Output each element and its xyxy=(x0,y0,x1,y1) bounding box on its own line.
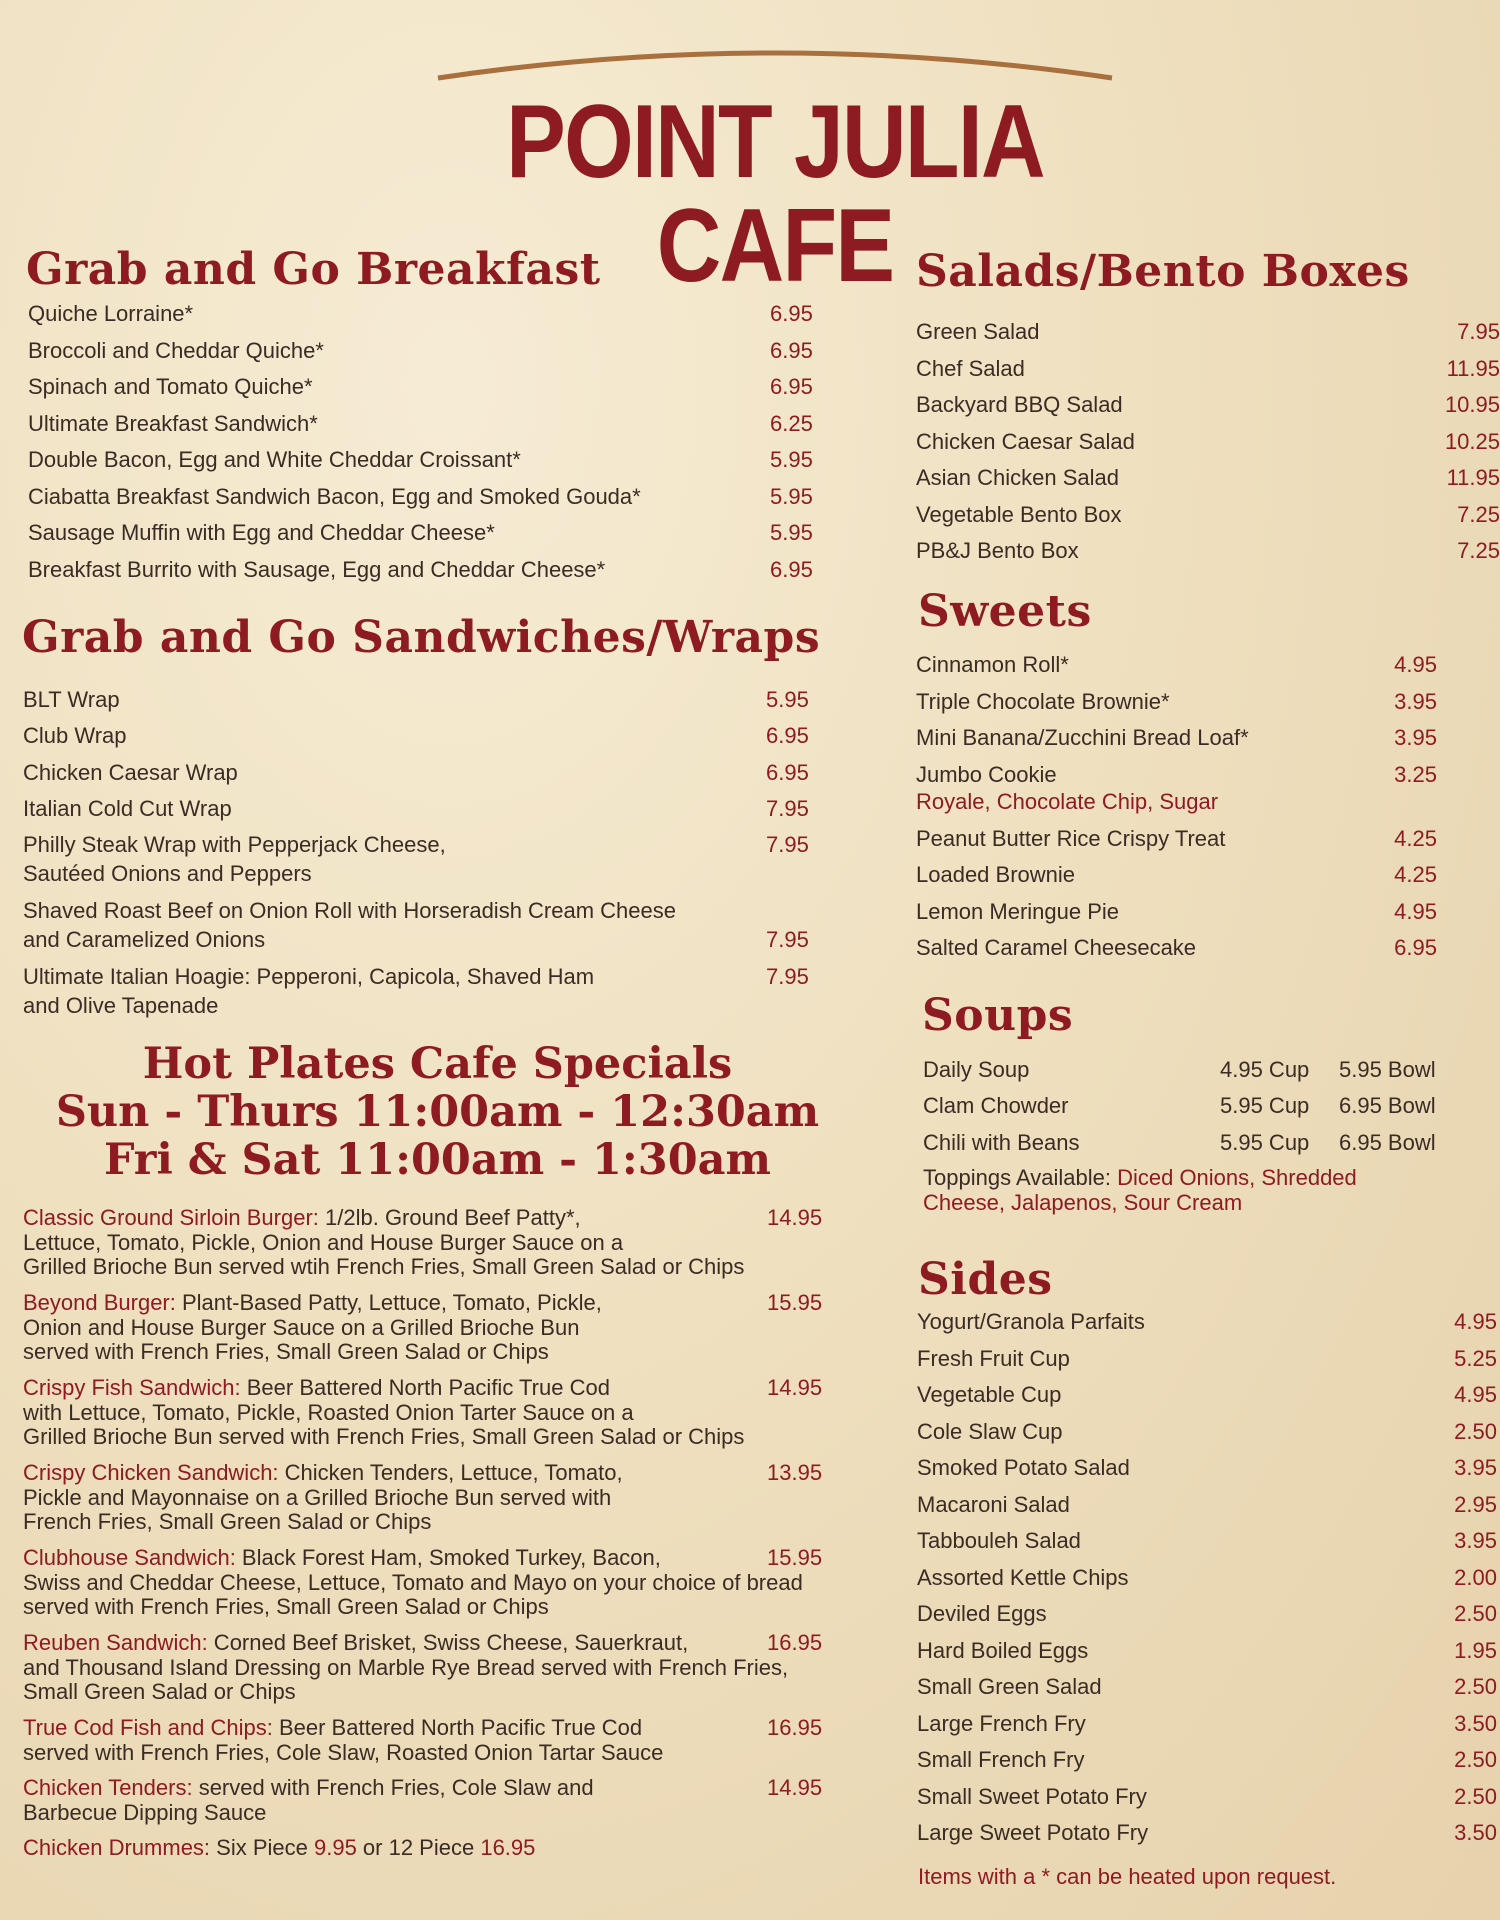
hot-plate-name: Beyond Burger: xyxy=(23,1290,176,1315)
sides-item-name: Yogurt/Granola Parfaits xyxy=(917,1309,1145,1334)
drummies-price-twelve: 16.95 xyxy=(480,1835,536,1860)
sides-item-price: 3.50 xyxy=(1454,1710,1497,1736)
hot-plate-description: served with French Fries, Small Green Salad or Chips xyxy=(23,1339,549,1364)
hot-plate-name: Clubhouse Sandwich: xyxy=(23,1545,236,1570)
cafe-logo xyxy=(430,38,1120,304)
hot-plate-description: Black Forest Ham, Smoked Turkey, Bacon, xyxy=(235,1545,661,1570)
breakfast-item-price: 5.95 xyxy=(770,484,813,509)
salads-item-name: Vegetable Bento Box xyxy=(916,502,1122,527)
breakfast-item-price: 6.95 xyxy=(770,338,813,363)
hot-plate-line-1 xyxy=(23,1631,883,1656)
sweets-item-price: 4.25 xyxy=(1394,826,1437,851)
sides-item-price: 2.50 xyxy=(1454,1783,1497,1809)
hot-plate-price: 16.95 xyxy=(767,1630,823,1655)
sweets-item-name: Loaded Brownie xyxy=(916,862,1076,887)
sweets-item-name: Peanut Butter Rice Crispy Treat xyxy=(916,826,1226,851)
hot-plate-item xyxy=(23,1546,883,1620)
toppings-line-1: Diced Onions, Shredded xyxy=(1110,1165,1357,1190)
soup-toppings xyxy=(923,1166,1357,1215)
hot-plate-description: with Lettuce, Tomato, Pickle, Roasted Onion Tarter Sauce on a xyxy=(23,1399,634,1425)
sweets-item-price: 3.95 xyxy=(1394,689,1437,714)
soup-cup-price: 4.95 Cup xyxy=(1220,1057,1310,1082)
sides-item-name: Fresh Fruit Cup xyxy=(917,1345,1070,1371)
sandwich-item-price: 6.95 xyxy=(766,760,809,785)
hot-plate-item xyxy=(23,1376,883,1450)
breakfast-item-price: 5.95 xyxy=(770,447,813,472)
sweets-item-name: Mini Banana/Zucchini Bread Loaf* xyxy=(916,725,1249,750)
sweets-item-price: 4.95 xyxy=(1394,899,1437,924)
salads-item-price: 11.95 xyxy=(1446,356,1500,381)
hot-plate-description: Corned Beef Brisket, Swiss Cheese, Sauerkraut, xyxy=(207,1630,689,1655)
sandwich-item-price: 7.95 xyxy=(766,832,809,857)
sweets-item-name: Cinnamon Roll* xyxy=(916,652,1069,677)
sides-item-name: Hard Boiled Eggs xyxy=(917,1637,1089,1663)
hot-plate-description: served with French Fries, Cole Slaw and xyxy=(192,1775,594,1800)
sides-item-name: Small Sweet Potato Fry xyxy=(917,1783,1147,1809)
sandwich-item-name: BLT Wrap xyxy=(23,687,120,712)
hot-plate-description: served with French Fries, Cole Slaw, Roasted Onion Tartar Sauce xyxy=(23,1739,664,1765)
sides-heading: Sides xyxy=(918,1254,1053,1305)
sides-item-name: Tabbouleh Salad xyxy=(917,1528,1081,1553)
hot-plate-description: Plant-Based Patty, Lettuce, Tomato, Pickle, xyxy=(175,1290,602,1315)
hot-plate-name: True Cod Fish and Chips: xyxy=(23,1715,273,1740)
hot-plate-line-1 xyxy=(23,1376,883,1401)
toppings-label: Toppings Available: xyxy=(923,1165,1111,1190)
soup-bowl-price: 6.95 Bowl xyxy=(1339,1130,1436,1155)
hot-plate-description: and Thousand Island Dressing on Marble Rye Bread served with French Fries, xyxy=(23,1654,789,1680)
sides-item-price: 3.95 xyxy=(1454,1528,1497,1553)
sides-item-name: Large French Fry xyxy=(917,1710,1086,1736)
sides-item-price: 2.50 xyxy=(1454,1418,1497,1444)
sandwich-item-price: 7.95 xyxy=(766,796,809,821)
soups-heading: Soups xyxy=(922,990,1074,1041)
sandwiches-heading: Grab and Go Sandwiches/Wraps xyxy=(22,612,821,663)
hot-plate-name: Classic Ground Sirloin Burger: xyxy=(23,1205,319,1230)
hot-plate-item xyxy=(23,1206,883,1280)
sides-item-price: 2.95 xyxy=(1454,1491,1497,1517)
hot-plate-price: 15.95 xyxy=(767,1545,823,1570)
sides-item-price: 4.95 xyxy=(1454,1382,1497,1407)
hot-plate-description: 1/2lb. Ground Beef Patty*, xyxy=(318,1205,581,1230)
sweets-item-options: Royale, Chocolate Chip, Sugar xyxy=(916,789,1219,814)
hot-plate-name: Reuben Sandwich: xyxy=(23,1630,208,1655)
sides-item-name: Smoked Potato Salad xyxy=(917,1455,1130,1480)
breakfast-item-price: 6.25 xyxy=(770,411,813,436)
drummies-text: Six Piece xyxy=(210,1835,314,1860)
sides-item-price: 2.50 xyxy=(1454,1747,1497,1772)
sweets-item-price: 4.25 xyxy=(1394,862,1437,887)
sandwich-item-name: Shaved Roast Beef on Onion Roll with Horseradish Cream Cheese xyxy=(23,898,676,923)
soup-bowl-price: 6.95 Bowl xyxy=(1339,1093,1436,1118)
hot-plate-line-1 xyxy=(23,1206,883,1231)
breakfast-heading: Grab and Go Breakfast xyxy=(26,244,601,295)
breakfast-item-price: 6.95 xyxy=(770,557,813,582)
sides-item-name: Small Green Salad xyxy=(917,1674,1102,1699)
sandwich-item-name: Ultimate Italian Hoagie: Pepperoni, Capicola, Shaved Ham xyxy=(23,964,595,989)
salads-item-name: Green Salad xyxy=(916,319,1040,344)
sweets-item-price: 3.25 xyxy=(1394,762,1437,787)
hot-plates-title: Hot Plates Cafe Specials xyxy=(142,1039,733,1089)
sandwich-item-name: Italian Cold Cut Wrap xyxy=(23,796,232,821)
drummies-name: Chicken Drummes: xyxy=(23,1835,211,1860)
hot-plate-description: Grilled Brioche Bun served with French Fries, Small Green Salad or Chips xyxy=(23,1424,745,1449)
sides-item-name: Assorted Kettle Chips xyxy=(917,1564,1129,1590)
salads-item-name: Chicken Caesar Salad xyxy=(916,429,1135,454)
sides-item-name: Large Sweet Potato Fry xyxy=(917,1820,1149,1845)
soup-item-name: Clam Chowder xyxy=(923,1093,1069,1118)
breakfast-item-name: Ciabatta Breakfast Sandwich Bacon, Egg and Smoked Gouda* xyxy=(28,484,641,509)
hot-plate-name: Crispy Fish Sandwich: xyxy=(23,1375,241,1400)
breakfast-item-name: Spinach and Tomato Quiche* xyxy=(28,374,313,399)
hot-plate-line-1 xyxy=(23,1776,883,1801)
hot-plates-hours-sun-thurs: Sun - Thurs 11:00am - 12:30am xyxy=(55,1087,820,1137)
breakfast-item-name: Sausage Muffin with Egg and Cheddar Cheese* xyxy=(28,520,495,545)
hot-plate-description: Small Green Salad or Chips xyxy=(23,1679,296,1704)
hot-plate-description: Grilled Brioche Bun served wtih French Fries, Small Green Salad or Chips xyxy=(23,1254,745,1279)
sides-item-price: 5.25 xyxy=(1454,1345,1497,1371)
sides-item-price: 3.95 xyxy=(1454,1455,1497,1480)
sweets-item-price: 6.95 xyxy=(1394,935,1437,960)
sides-item-price: 2.50 xyxy=(1454,1601,1497,1626)
sweets-item-price: 4.95 xyxy=(1394,652,1437,677)
breakfast-item-price: 6.95 xyxy=(770,301,813,326)
hot-plate-line-1 xyxy=(23,1291,883,1316)
sides-item-price: 1.95 xyxy=(1454,1637,1497,1663)
hot-plate-item xyxy=(23,1716,883,1765)
sandwich-item-name: Philly Steak Wrap with Pepperjack Cheese, xyxy=(23,832,446,857)
hot-plate-price: 16.95 xyxy=(767,1715,823,1740)
sweets-item-name: Triple Chocolate Brownie* xyxy=(916,689,1170,714)
drummies-item xyxy=(23,1836,535,1861)
toppings-line-2: Cheese, Jalapenos, Sour Cream xyxy=(923,1189,1243,1215)
sides-item-name: Small French Fry xyxy=(917,1747,1085,1772)
hot-plate-description: Swiss and Cheddar Cheese, Lettuce, Tomato and Mayo on your choice of bread xyxy=(23,1569,803,1595)
salads-heading: Salads/Bento Boxes xyxy=(916,246,1410,297)
sides-item-name: Cole Slaw Cup xyxy=(917,1418,1063,1444)
hot-plate-price: 15.95 xyxy=(767,1290,823,1315)
sandwich-item-name-line-2: and Caramelized Onions xyxy=(23,927,266,952)
sides-item-name: Deviled Eggs xyxy=(917,1601,1047,1626)
hot-plate-price: 14.95 xyxy=(767,1775,823,1800)
logo-text: POINT JULIA CAFE xyxy=(506,84,1044,304)
hot-plate-item xyxy=(23,1776,883,1825)
soup-item-name: Daily Soup xyxy=(923,1057,1030,1082)
sandwich-item-name: Club Wrap xyxy=(23,723,127,748)
hot-plate-line-1 xyxy=(23,1461,883,1486)
sandwich-item-price: 7.95 xyxy=(766,927,809,952)
hot-plate-description: Barbecue Dipping Sauce xyxy=(23,1799,267,1825)
hot-plate-description: Lettuce, Tomato, Pickle, Onion and House Burger Sauce on a xyxy=(23,1229,624,1255)
footer-note: Items with a * can be heated upon request. xyxy=(918,1864,1337,1889)
soup-bowl-price: 5.95 Bowl xyxy=(1339,1057,1436,1082)
salads-item-price: 11.95 xyxy=(1446,465,1500,490)
breakfast-item-name: Quiche Lorraine* xyxy=(28,301,194,326)
breakfast-item-name: Double Bacon, Egg and White Cheddar Croissant* xyxy=(28,447,521,472)
salads-item-price: 10.25 xyxy=(1444,429,1500,454)
sweets-item-name: Jumbo Cookie xyxy=(916,762,1057,787)
salads-item-price: 7.95 xyxy=(1457,319,1500,344)
sweets-item-name: Lemon Meringue Pie xyxy=(916,899,1120,924)
hot-plate-line-1 xyxy=(23,1546,883,1571)
sandwich-item-price: 5.95 xyxy=(766,687,809,712)
drummies-text: or 12 Piece xyxy=(356,1835,481,1860)
salads-item-price: 10.95 xyxy=(1444,392,1500,417)
sides-item-price: 3.50 xyxy=(1454,1820,1497,1845)
sandwich-item-name-line-2: and Olive Tapenade xyxy=(23,993,219,1018)
sides-item-price: 2.50 xyxy=(1454,1674,1497,1699)
hot-plate-description: served with French Fries, Small Green Salad or Chips xyxy=(23,1594,549,1619)
hot-plate-name: Chicken Tenders: xyxy=(23,1775,193,1800)
hot-plates-hours-fri-sat: Fri & Sat 11:00am - 1:30am xyxy=(104,1135,771,1185)
hot-plate-description: Beer Battered North Pacific True Cod xyxy=(272,1715,643,1740)
hot-plate-item xyxy=(23,1461,883,1535)
salads-item-name: Backyard BBQ Salad xyxy=(916,392,1123,417)
sides-item-name: Macaroni Salad xyxy=(917,1491,1070,1517)
hot-plate-description: Beer Battered North Pacific True Cod xyxy=(240,1375,610,1400)
hot-plate-name: Crispy Chicken Sandwich: xyxy=(23,1460,279,1485)
hot-plate-price: 13.95 xyxy=(767,1460,823,1485)
hot-plate-description: Onion and House Burger Sauce on a Grilled Brioche Bun xyxy=(23,1314,580,1340)
hot-plate-item xyxy=(23,1291,883,1365)
breakfast-item-price: 5.95 xyxy=(770,520,813,545)
soup-item-name: Chili with Beans xyxy=(923,1130,1080,1155)
sides-item-price: 4.95 xyxy=(1454,1309,1497,1334)
sandwich-item-price: 6.95 xyxy=(766,723,809,748)
hot-plate-price: 14.95 xyxy=(767,1205,823,1230)
soup-cup-price: 5.95 Cup xyxy=(1220,1093,1310,1118)
soup-cup-price: 5.95 Cup xyxy=(1220,1130,1310,1155)
breakfast-item-name: Broccoli and Cheddar Quiche* xyxy=(28,338,324,363)
salads-item-name: Asian Chicken Salad xyxy=(916,465,1120,490)
hot-plate-description: Chicken Tenders, Lettuce, Tomato, xyxy=(278,1460,623,1485)
sides-item-price: 2.00 xyxy=(1454,1564,1497,1590)
sandwich-item-price: 7.95 xyxy=(766,964,809,989)
sandwich-item-name-line-2: Sautéed Onions and Peppers xyxy=(23,861,312,886)
salads-item-name: PB&J Bento Box xyxy=(916,538,1079,563)
breakfast-item-price: 6.95 xyxy=(770,374,813,399)
salads-item-price: 7.25 xyxy=(1457,502,1500,527)
sweets-item-name: Salted Caramel Cheesecake xyxy=(916,935,1197,960)
breakfast-item-name: Breakfast Burrito with Sausage, Egg and Cheddar Cheese* xyxy=(28,557,606,582)
salads-item-name: Chef Salad xyxy=(916,356,1025,381)
breakfast-item-name: Ultimate Breakfast Sandwich* xyxy=(28,411,318,436)
sides-item-name: Vegetable Cup xyxy=(917,1382,1062,1407)
sweets-heading: Sweets xyxy=(918,586,1092,637)
drummies-price-six: 9.95 xyxy=(313,1835,357,1860)
salads-item-price: 7.25 xyxy=(1457,538,1500,563)
sweets-item-price: 3.95 xyxy=(1394,725,1437,750)
hot-plate-item xyxy=(23,1631,883,1705)
sandwich-item-name: Chicken Caesar Wrap xyxy=(23,760,238,785)
hot-plate-price: 14.95 xyxy=(767,1375,823,1400)
hot-plate-line-1 xyxy=(23,1716,883,1741)
hot-plate-description: French Fries, Small Green Salad or Chips xyxy=(23,1509,432,1534)
hot-plate-description: Pickle and Mayonnaise on a Grilled Brioche Bun served with xyxy=(23,1484,612,1510)
